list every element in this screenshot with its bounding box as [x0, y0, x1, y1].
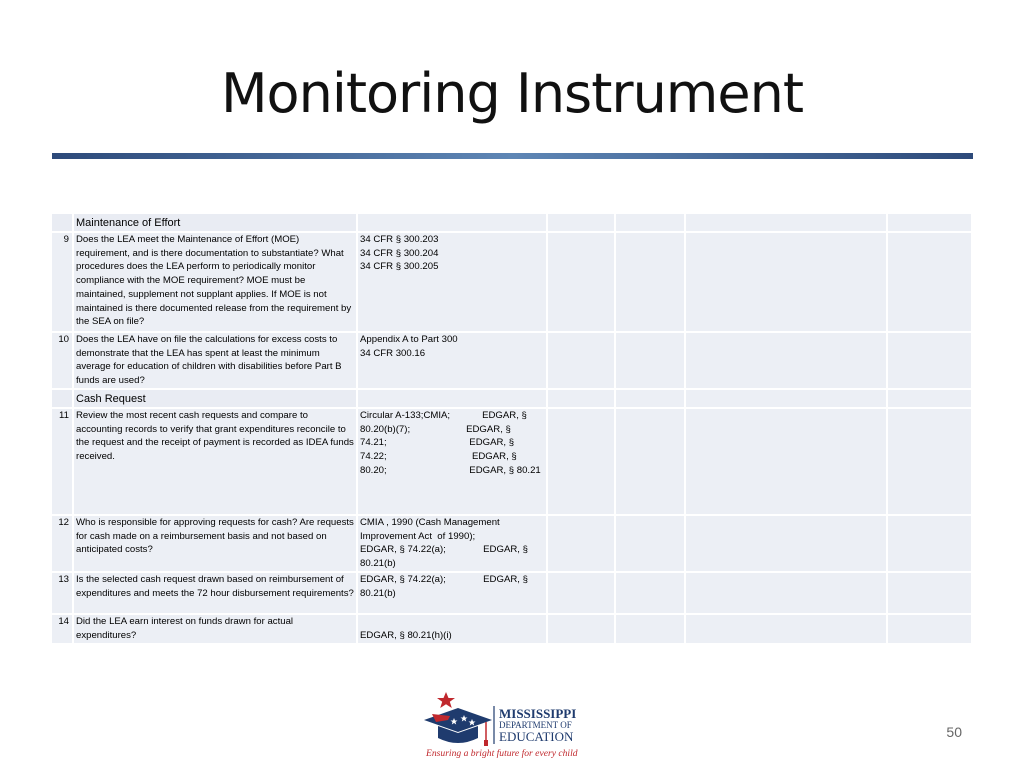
- section-row-moe: [52, 214, 972, 232]
- citation-text: Appendix A to Part 300 34 CFR 300.16: [357, 332, 547, 389]
- mde-logo: [424, 688, 604, 764]
- empty-cell: [357, 214, 547, 232]
- empty-cell: [547, 515, 615, 572]
- table-row: [52, 408, 972, 515]
- section-label-moe: Maintenance of Effort: [73, 214, 357, 232]
- item-number: 12: [52, 515, 73, 572]
- item-number: 11: [52, 408, 73, 515]
- item-number: 14: [52, 614, 73, 644]
- empty-cell: [547, 332, 615, 389]
- empty-cell: [685, 232, 887, 332]
- table-row: [52, 515, 972, 572]
- empty-cell: [887, 408, 972, 515]
- empty-cell: [887, 389, 972, 408]
- empty-cell: [685, 614, 887, 644]
- table-row: [52, 232, 972, 332]
- logo-line3: EDUCATION: [499, 729, 574, 744]
- num-cell: [52, 214, 73, 232]
- citation-text: EDGAR, § 80.21(h)(i): [357, 614, 547, 644]
- question-text: Is the selected cash request drawn based on reimbursement of expenditures and meets the 72 hour disbursement requirements?: [73, 572, 357, 614]
- empty-cell: [685, 572, 887, 614]
- empty-cell: [615, 332, 685, 389]
- question-text: Does the LEA meet the Maintenance of Effort (MOE) requirement, and is there documentation to substantiate? What procedures does the LEA perform to periodically monitor compliance with the MOE requirement? MOE must be maintained, supplement not supplant applies. If MOE is not maintained is there documented release from the requirement by the SEA on file?: [73, 232, 357, 332]
- empty-cell: [887, 515, 972, 572]
- table-row: [52, 572, 972, 614]
- num-cell: [52, 389, 73, 408]
- empty-cell: [685, 214, 887, 232]
- empty-cell: [547, 214, 615, 232]
- empty-cell: [547, 232, 615, 332]
- table-row: [52, 614, 972, 644]
- citation-text: EDGAR, § 74.22(a); EDGAR, § 80.21(b): [357, 572, 547, 614]
- citation-text: 34 CFR § 300.203 34 CFR § 300.204 34 CFR § 300.205: [357, 232, 547, 332]
- empty-cell: [887, 614, 972, 644]
- monitoring-table: [52, 214, 973, 645]
- question-text: Review the most recent cash requests and compare to accounting records to verify that grant expenditures reconcile to the request and the receipt of payment is recorded as IDEA funds received.: [73, 408, 357, 515]
- empty-cell: [615, 572, 685, 614]
- page-number: 50: [946, 724, 962, 740]
- empty-cell: [615, 232, 685, 332]
- item-number: 10: [52, 332, 73, 389]
- empty-cell: [547, 408, 615, 515]
- empty-cell: [887, 572, 972, 614]
- citation-text: Circular A-133;CMIA; EDGAR, § 80.20(b)(7); EDGAR, § 74.21; EDGAR, § 74.22; EDGAR, § 80.20; EDGAR, § 80.21: [357, 408, 547, 515]
- empty-cell: [615, 614, 685, 644]
- question-text: Did the LEA earn interest on funds drawn for actual expenditures?: [73, 614, 357, 644]
- question-text: Who is responsible for approving requests for cash? Are requests for cash made on a reimbursement basis and not based on anticipated costs?: [73, 515, 357, 572]
- item-number: 9: [52, 232, 73, 332]
- slide-title: Monitoring Instrument: [220, 62, 804, 125]
- empty-cell: [685, 389, 887, 408]
- empty-cell: [887, 332, 972, 389]
- section-label-cash: Cash Request: [73, 389, 357, 408]
- logo-line1: MISSISSIPPI: [499, 706, 577, 721]
- empty-cell: [547, 389, 615, 408]
- empty-cell: [685, 408, 887, 515]
- logo-tagline: Ensuring a bright future for every child: [426, 748, 578, 759]
- graduation-cap-icon: [424, 692, 494, 746]
- empty-cell: [615, 214, 685, 232]
- empty-cell: [887, 214, 972, 232]
- table-row: [52, 332, 972, 389]
- citation-text: CMIA , 1990 (Cash Management Improvement Act of 1990); EDGAR, § 74.22(a); EDGAR, § 80.21(b): [357, 515, 547, 572]
- empty-cell: [615, 389, 685, 408]
- empty-cell: [615, 515, 685, 572]
- empty-cell: [547, 614, 615, 644]
- empty-cell: [685, 515, 887, 572]
- item-number: 13: [52, 572, 73, 614]
- empty-cell: [547, 572, 615, 614]
- empty-cell: [615, 408, 685, 515]
- question-text: Does the LEA have on file the calculations for excess costs to demonstrate that the LEA has spent at least the minimum average for education of children with disabilities before Part B funds are used?: [73, 332, 357, 389]
- empty-cell: [357, 389, 547, 408]
- empty-cell: [887, 232, 972, 332]
- empty-cell: [685, 332, 887, 389]
- title-divider: [52, 153, 973, 159]
- logo-line2: DEPARTMENT OF: [499, 720, 572, 730]
- section-row-cash: [52, 389, 972, 408]
